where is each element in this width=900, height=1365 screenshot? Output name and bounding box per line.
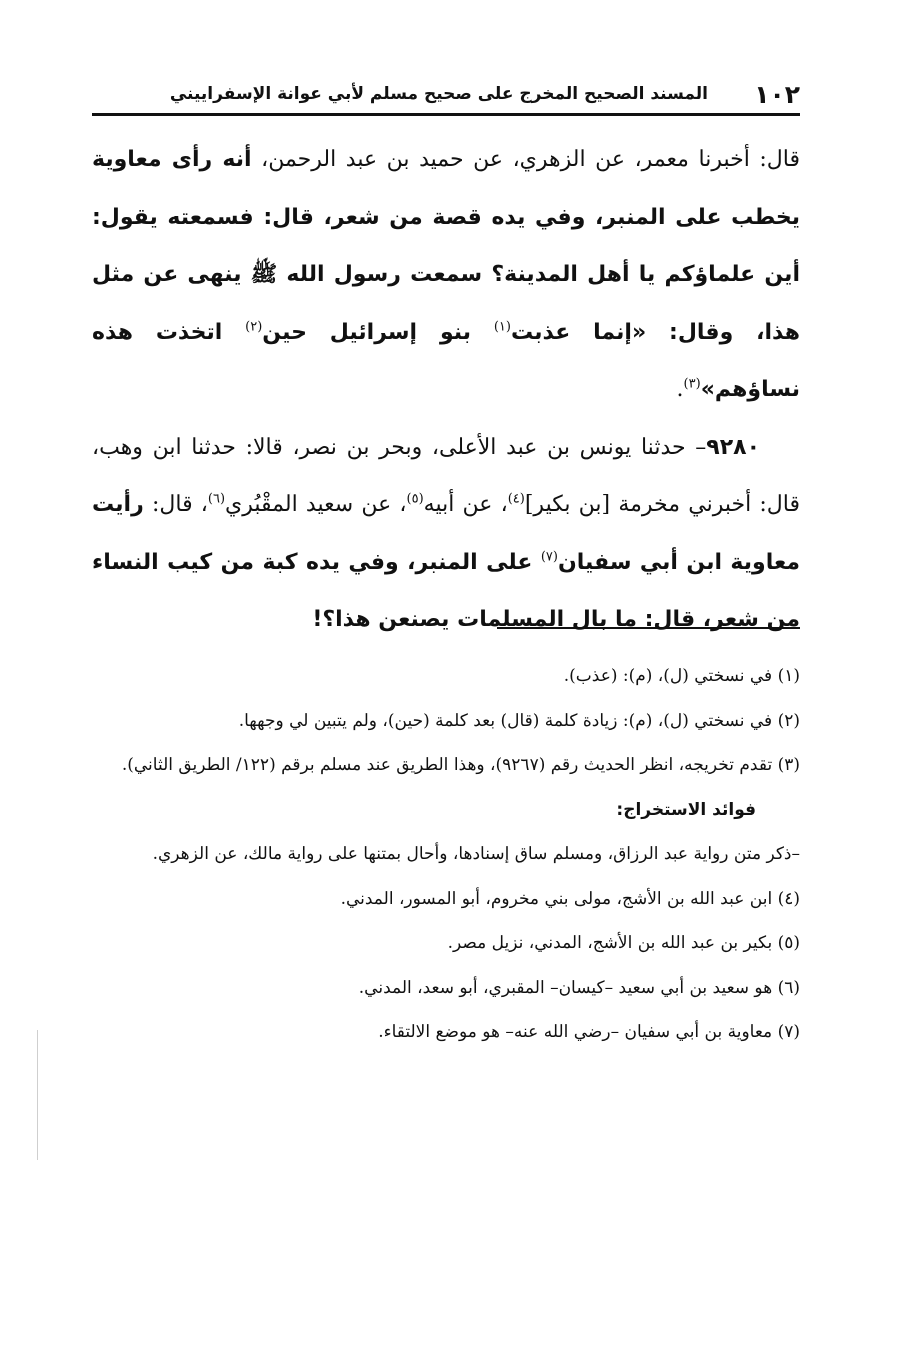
- running-header: [92, 70, 800, 114]
- footnote-marker-4[interactable]: (٤): [507, 491, 525, 507]
- header-rule: [92, 113, 800, 116]
- isnad-text: ، عن أبيه: [423, 492, 508, 517]
- isnad-text: – حدثنا يونس بن عبد الأعلى، وبحر بن نصر، قالا: حدثنا ابن وهب، قال: أخبرني مخرمة [بن بكير]: [92, 434, 801, 517]
- footnote-1: (١) في نسختي (ل)، (م): (عذب).: [563, 666, 800, 686]
- hadith-9280: [92, 419, 800, 649]
- footnotes: [92, 654, 800, 1055]
- footnote-3-continued: –ذكر متن رواية عبد الرزاق، ومسلم ساق إسنادها، وأحال بمتنها على رواية مالك، عن الزهري.: [152, 844, 800, 864]
- matn-text: أنه رأى معاوية يخطب على المنبر، وفي يده قصة من شعر، قال: فسمعته يقول: أين علماؤكم يا أهل المدينة؟ سمعت رسول الله ﷺ ينهى عن مثل هذا، وقال: «إنما عذبت: [92, 147, 800, 345]
- footnote-4: (٤) ابن عبد الله بن الأشج، مولى بني مخروم، أبو المسور، المدني.: [340, 888, 800, 909]
- footnote-5: (٥) بكير بن عبد الله بن الأشج، المدني، نزيل مصر.: [447, 933, 800, 953]
- footnote-3: (٣) تقدم تخريجه، انظر الحديث رقم (٩٢٦٧)، وهذا الطريق عند مسلم برقم (١٢٢/ الطريق الثاني).: [121, 755, 800, 775]
- matn-text: رأيت معاوية ابن أبي سفيان: [92, 492, 800, 575]
- matn-text: على المنبر، وفي يده كبة من كيب النساء من شعر، قال: ما بال المسلمات يصنعن هذا؟!: [92, 549, 800, 632]
- footnote-7: (٧) معاوية بن أبي سفيان –رضي الله عنه– هو موضع الالتقاء.: [378, 1022, 800, 1042]
- footnote-marker-3[interactable]: (٣): [683, 376, 701, 392]
- footnote-separator: [497, 627, 800, 629]
- isnad-text: ، قال:: [143, 492, 208, 517]
- isnad-text: قال: أخبرنا معمر، عن الزهري، عن حميد بن عبد الرحمن،: [251, 147, 800, 172]
- scan-margin-line: [37, 1030, 38, 1160]
- footnote-marker-2[interactable]: (٢): [245, 319, 263, 335]
- main-text: [92, 131, 800, 649]
- footnote-marker-5[interactable]: (٥): [406, 491, 424, 507]
- matn-text: اتخذت هذه نساؤهم»: [92, 319, 800, 402]
- footnote-2: (٢) في نسختي (ل)، (م): زيادة كلمة (قال) بعد كلمة (حين)، ولم يتبين لي وجهها.: [238, 710, 800, 731]
- footnote-marker-7[interactable]: (٧): [540, 549, 558, 565]
- footnote-6: (٦) هو سعيد بن أبي سعيد –كيسان– المقبري، أبو سعد، المدني.: [358, 977, 800, 998]
- page-number: ١٠٢: [754, 80, 800, 109]
- isnad-text: ، عن سعيد المقْبُري: [225, 492, 407, 517]
- period: .: [676, 377, 684, 402]
- matn-text: بنو إسرائيل حين: [262, 319, 494, 345]
- book-title: المسند الصحيح المخرج على صحيح مسلم لأبي عوانة الإسفراييني: [169, 84, 708, 104]
- footnote-subheading: فوائد الاستخراج:: [616, 799, 756, 820]
- hadith-number: ٩٢٨٠: [706, 434, 760, 460]
- hadith-continuation: [92, 131, 800, 419]
- footnote-marker-6[interactable]: (٦): [207, 491, 226, 507]
- footnote-marker-1[interactable]: (١): [493, 319, 511, 335]
